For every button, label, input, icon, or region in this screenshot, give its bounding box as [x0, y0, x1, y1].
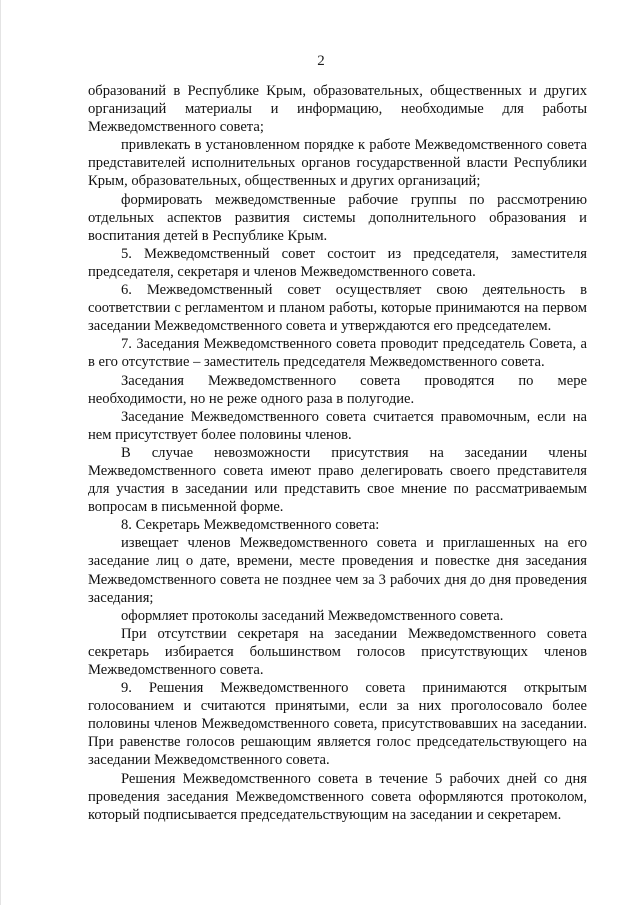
paragraph-secretary-absence: При отсутствии секретаря на заседании Межведомственного совета секретарь избирается большинством голосов присутствующих членов Межведомственного совета. [88, 625, 587, 678]
paragraph-item-7: 7. Заседания Межведомственного совета проводит председатель Совета, а в его отсутствие – заместитель председателя Межведомственного совета. [88, 336, 587, 371]
paragraph-delegation: В случае невозможности присутствия на заседании члены Межведомственного совета имеют право делегировать своего представителя для участия в заседании или представить свое мнение по рассматриваемым вопросам в письменной форме. [88, 444, 587, 516]
document-body [88, 82, 587, 824]
paragraph-secretary-notifies: извещает членов Межведомственного совета и приглашенных на его заседание лиц о дате, времени, месте проведения и повестке дня заседания Межведомственного совета не позднее чем за 3 рабочих дня до дня проведения заседания; [88, 535, 587, 606]
paragraph-item-9: 9. Решения Межведомственного совета принимаются открытым голосованием и считаются принятыми, если за них проголосовало более половины членов Межведомственного совета, присутствовавших на заседании. При равенстве голосов решающим является голос председательствующего на заседании Межведомственного совета. [88, 680, 587, 769]
paragraph-meeting-frequency: Заседания Межведомственного совета проводятся по мере необходимости, но не реже одного раза в полугодие. [88, 372, 587, 407]
paragraph-quorum: Заседание Межведомственного совета считается правомочным, если на нем присутствует более половины членов. [88, 408, 587, 443]
paragraph-working-groups: формировать межведомственные рабочие группы по рассмотрению отдельных аспектов развития системы дополнительного образования и воспитания детей в Республике Крым. [88, 191, 587, 244]
paragraph-item-5: 5. Межведомственный совет состоит из председателя, заместителя председателя, секретаря и членов Межведомственного совета. [88, 245, 587, 280]
paragraph-continuation: образований в Республике Крым, образовательных, общественных и других организаций материалы и информацию, необходимые для работы Межведомственного совета; [88, 83, 587, 136]
paragraph-attract-representatives: привлекать в установленном порядке к работе Межведомственного совета представителей исполнительных органов государственной власти Республики Крым, образовательных, общественных и других организаций; [88, 137, 587, 190]
paragraph-item-8: 8. Секретарь Межведомственного совета: [121, 517, 380, 534]
paragraph-item-6: 6. Межведомственный совет осуществляет свою деятельность в соответствии с регламентом и планом работы, которые принимаются на первом заседании Межведомственного совета и утверждаются его председателем. [88, 282, 587, 335]
paragraph-decisions-protocol: Решения Межведомственного совета в течение 5 рабочих дней со дня проведения заседания Межведомственного совета оформляются протоколом, который подписывается председательствующим на заседании и секретарем. [88, 770, 587, 823]
paragraph-secretary-minutes: оформляет протоколы заседаний Межведомственного совета. [121, 607, 504, 624]
page-number: 2 [317, 53, 325, 69]
